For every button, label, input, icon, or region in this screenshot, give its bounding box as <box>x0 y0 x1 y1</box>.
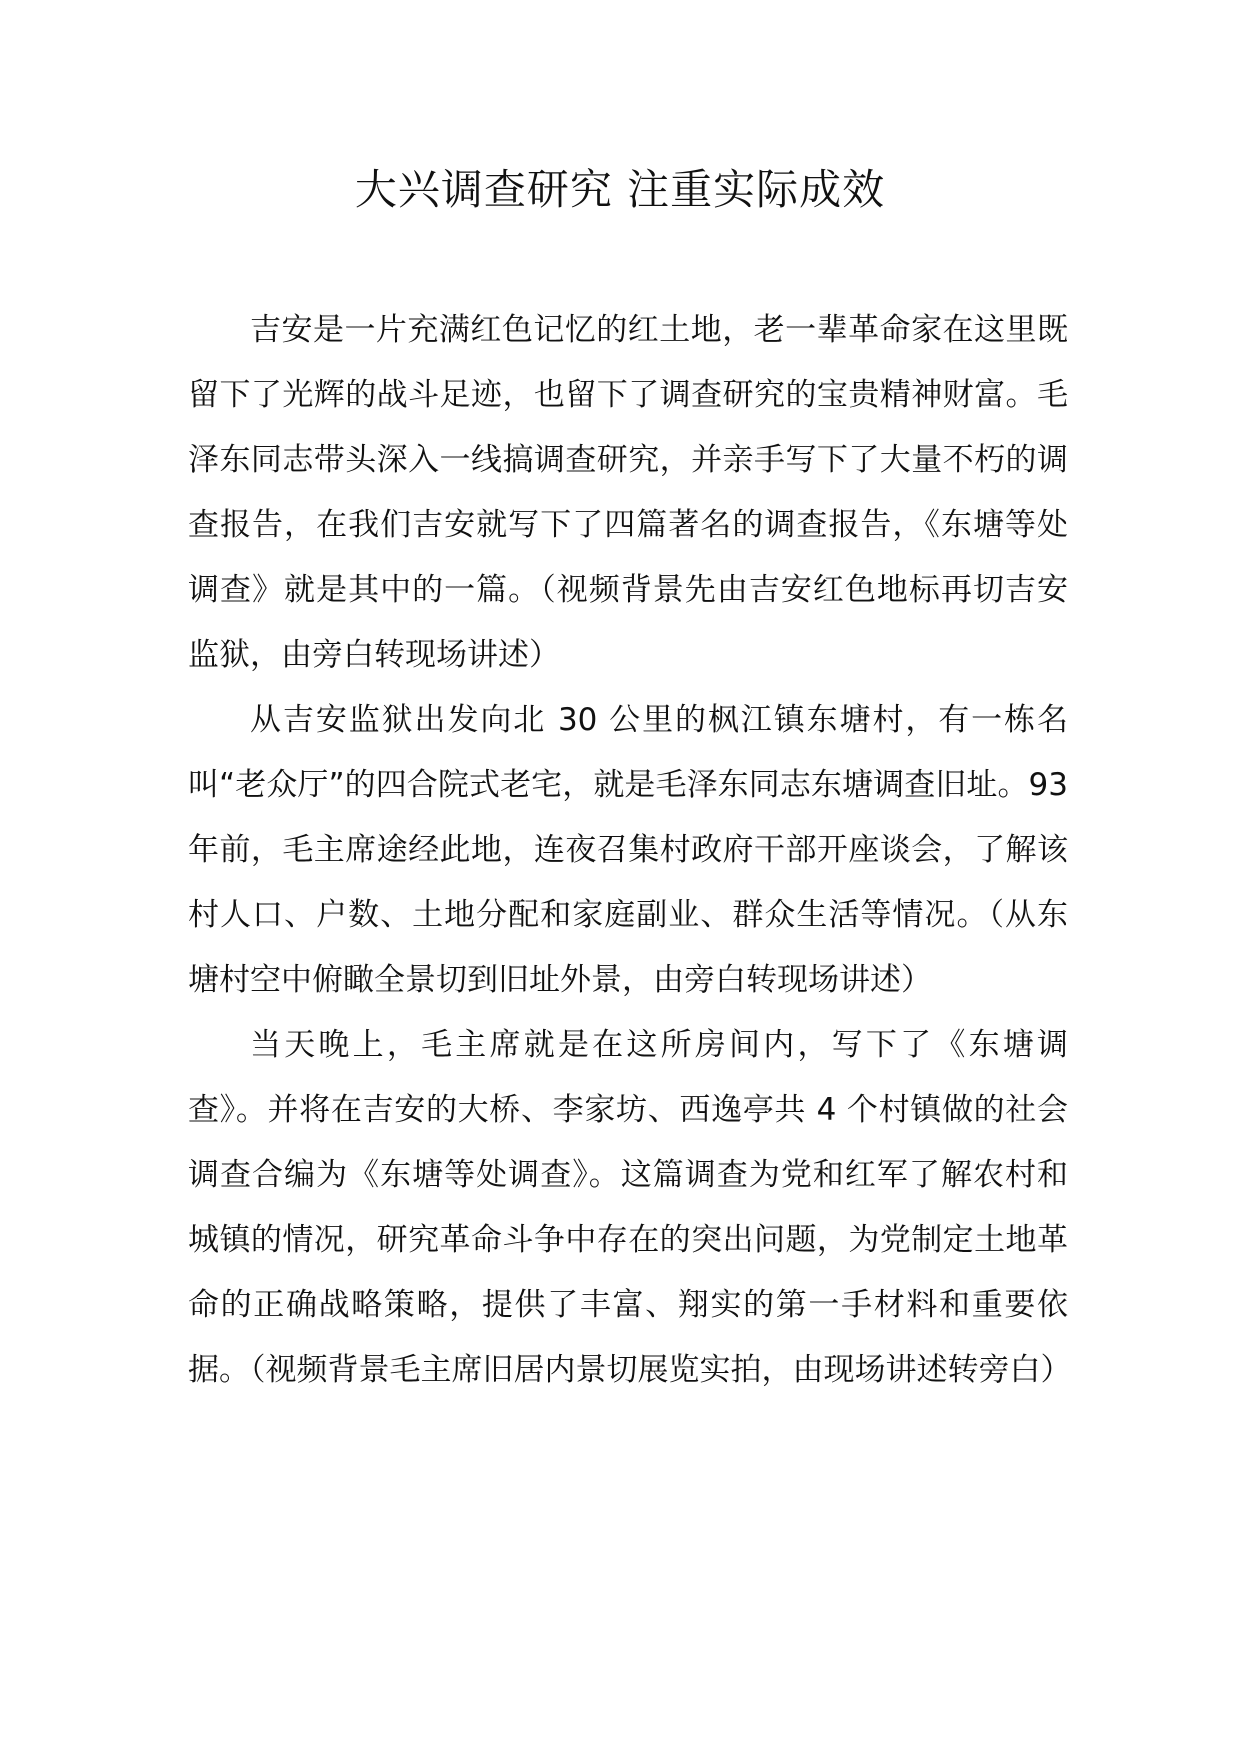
document-body <box>188 298 1072 1403</box>
paragraph-3: 当天晚上，毛主席就是在这所房间内，写下了《东塘调查》。并将在吉安的大桥、李家坊、西逸亭共 4 个村镇做的社会调查合编为《东塘等处调查》。这篇调查为党和红军了解农村和城镇的情况，研究革命斗争中存在的突出问题，为党制定土地革命的正确战略策略，提供了丰富、翔实的第一手材料和重要依据。（视频背景毛主席旧居内景切展览实拍，由现场讲述转旁白） <box>188 1027 1072 1388</box>
paragraph-1: 吉安是一片充满红色记忆的红土地，老一辈革命家在这里既留下了光辉的战斗足迹，也留下了调查研究的宝贵精神财富。毛泽东同志带头深入一线搞调查研究，并亲手写下了大量不朽的调查报告，在我们吉安就写下了四篇著名的调查报告，《东塘等处调查》就是其中的一篇。（视频背景先由吉安红色地标再切吉安监狱，由旁白转现场讲述） <box>188 312 1068 673</box>
document-title: 大兴调查研究 注重实际成效 <box>354 165 886 214</box>
paragraph-2: 从吉安监狱出发向北 30 公里的枫江镇东塘村，有一栋名叫“老众厅”的四合院式老宅，就是毛泽东同志东塘调查旧址。93 年前，毛主席途经此地，连夜召集村政府干部开座谈会，了解该村人口、户数、土地分配和家庭副业、群众生活等情况。（从东塘村空中俯瞰全景切到旧址外景，由旁白转现场讲述） <box>188 702 1068 998</box>
